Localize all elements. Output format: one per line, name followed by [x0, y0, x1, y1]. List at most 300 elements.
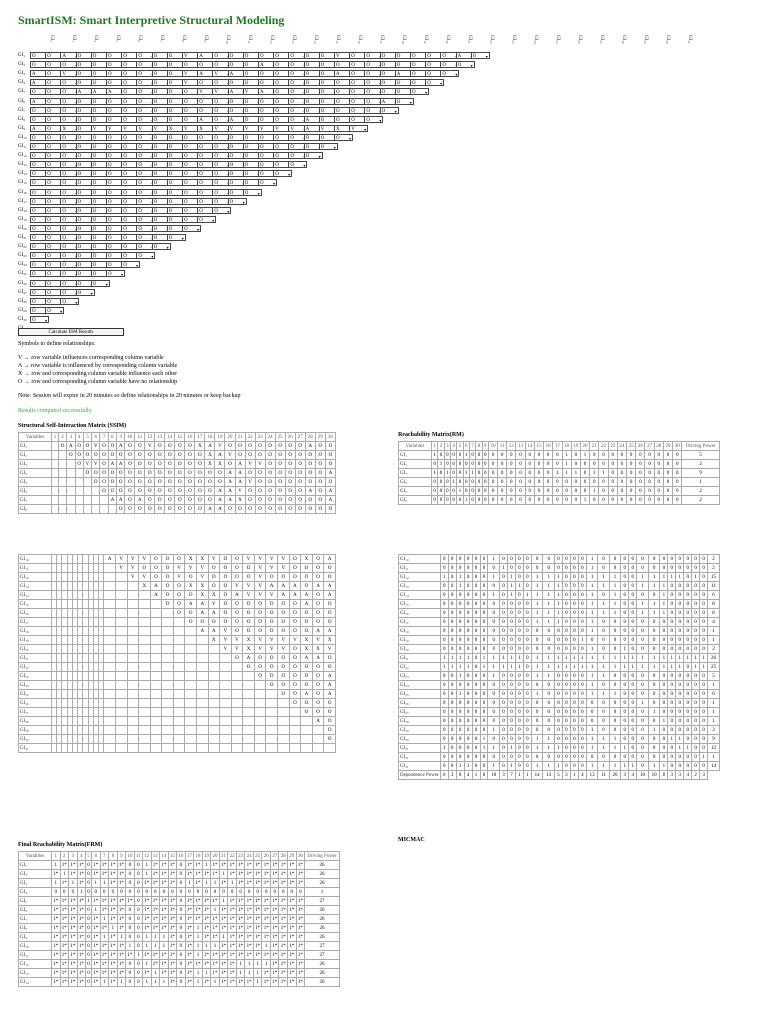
table-cell: 0	[648, 681, 660, 690]
select-value: O	[92, 172, 97, 178]
table-cell	[243, 726, 255, 735]
row-label: GI₄	[18, 80, 26, 86]
select-value: O	[336, 81, 340, 87]
row-label: GI₂₃	[18, 253, 27, 259]
driving-power-cell: 8	[708, 609, 720, 618]
relationship-select[interactable]	[380, 107, 399, 114]
table-cell	[185, 672, 197, 681]
relationship-select[interactable]	[334, 134, 353, 141]
table-cell: A	[108, 496, 116, 505]
table-cell: 0	[700, 618, 708, 627]
table-cell: 0	[464, 555, 472, 564]
relationship-select[interactable]	[228, 198, 247, 205]
relationship-select[interactable]	[106, 270, 125, 277]
table-cell: 0	[598, 753, 609, 762]
table-cell: 0	[448, 600, 456, 609]
table-cell: 0	[570, 699, 578, 708]
table-cell: A	[150, 591, 162, 600]
table-cell	[196, 681, 208, 690]
table-cell	[243, 690, 255, 699]
table-cell	[289, 717, 301, 726]
table-cell: 1	[609, 735, 621, 744]
relationship-select[interactable]	[425, 79, 444, 86]
table-cell: V	[208, 600, 220, 609]
select-value: O	[77, 145, 82, 150]
table-cell: O	[289, 699, 301, 708]
select-value: O	[32, 272, 36, 278]
table-cell	[243, 699, 255, 708]
select-value: O	[244, 145, 249, 150]
select-value: O	[32, 172, 36, 178]
table-cell	[150, 627, 162, 636]
table-cell: 1	[142, 861, 151, 870]
relationship-select[interactable]	[91, 280, 110, 287]
table-cell: 1	[488, 591, 500, 600]
select-value: V	[214, 126, 219, 132]
table-cell: 0	[684, 672, 692, 681]
select-value: O	[32, 117, 36, 123]
table-cell: 1	[531, 744, 543, 753]
table-cell: 1	[586, 663, 598, 672]
table-cell	[220, 663, 232, 672]
table-cell: O	[175, 460, 185, 469]
table-cell: 0	[500, 735, 508, 744]
row-label: GI₁₈	[18, 207, 27, 213]
table-header-cell: 27	[272, 853, 278, 859]
table-cell: 0	[458, 461, 462, 467]
relationship-select[interactable]	[304, 152, 323, 159]
table-cell: 0	[700, 672, 708, 681]
table-cell: O	[208, 564, 220, 573]
table-cell: 1*	[169, 970, 175, 976]
table-cell: 1	[562, 654, 570, 663]
select-value: O	[108, 226, 112, 232]
table-cell: 1*	[229, 862, 235, 868]
table-cell: 1	[456, 582, 464, 591]
table-cell: O	[208, 573, 220, 582]
table-cell: 0	[571, 451, 580, 460]
table-cell	[104, 690, 116, 699]
table-header-cell: 21	[221, 853, 227, 859]
table-cell: 1	[586, 744, 598, 753]
select-value: O	[320, 117, 325, 123]
table-row	[19, 708, 336, 717]
table-cell: O	[58, 442, 66, 451]
table-cell: 1	[194, 933, 203, 942]
table-cell: X	[301, 555, 313, 564]
table-cell: 0	[498, 469, 507, 478]
relationship-select[interactable]	[273, 170, 292, 177]
row-label: GI₃₁	[399, 744, 441, 753]
table-cell: 0	[663, 460, 672, 469]
table-row	[399, 744, 720, 753]
table-cell: O	[254, 600, 266, 609]
table-cell: 1	[456, 573, 464, 582]
table-cell: 0	[515, 744, 523, 753]
table-cell: 1*	[101, 961, 107, 967]
table-cell: 1	[151, 969, 160, 978]
row-label: GI₁₂	[18, 153, 27, 159]
table-cell: 1	[515, 582, 523, 591]
table-cell: V	[243, 555, 255, 564]
select-value: O	[123, 117, 127, 123]
select-value: O	[244, 81, 249, 87]
select-value: O	[184, 99, 188, 105]
table-cell: 1	[586, 573, 598, 582]
table-cell: O	[165, 460, 175, 469]
table-cell: 0	[543, 753, 555, 762]
select-value: O	[336, 135, 340, 141]
table-cell	[266, 690, 278, 699]
table-cell	[127, 708, 139, 717]
table-cell: 1*	[297, 898, 303, 904]
relationship-select[interactable]	[395, 98, 414, 105]
select-value: O	[184, 154, 188, 160]
table-cell: V	[139, 555, 151, 564]
table-cell: 1*	[238, 925, 244, 931]
table-cell: O	[243, 663, 255, 672]
calculate-ism-results-button[interactable]: Calculate ISM Results	[18, 328, 124, 336]
select-value: A	[62, 54, 67, 59]
table-cell: 1*	[93, 871, 99, 877]
table-cell: V	[196, 573, 208, 582]
select-value: O	[153, 135, 158, 141]
table-cell: 0	[134, 906, 142, 915]
table-row	[399, 451, 720, 460]
relationship-select[interactable]	[197, 216, 216, 223]
table-cell: 0	[668, 762, 676, 771]
table-cell: 0	[296, 888, 305, 897]
reachability-matrix-table	[398, 441, 720, 505]
select-value: O	[214, 145, 219, 150]
table-cell: 0	[480, 699, 488, 708]
table-cell: 0	[629, 735, 637, 744]
table-cell: 1*	[280, 862, 286, 868]
table-cell: 0	[523, 690, 531, 699]
table-cell: 1*	[255, 862, 261, 868]
table-cell: O	[162, 582, 174, 591]
table-header-cell: 17	[186, 853, 192, 859]
select-value: O	[366, 117, 371, 123]
table-cell: 0	[570, 735, 578, 744]
select-value: O	[123, 172, 127, 178]
table-cell: 1	[440, 744, 448, 753]
table-cell: 1	[586, 654, 598, 663]
table-cell: 0	[448, 555, 456, 564]
table-cell: 1	[609, 582, 621, 591]
table-row	[399, 469, 720, 478]
driving-power-cell: 1	[708, 699, 720, 708]
table-cell: 0	[515, 699, 523, 708]
driving-power-cell: 27	[305, 951, 340, 960]
table-cell	[266, 699, 278, 708]
table-cell: 0	[598, 591, 609, 600]
table-cell: 0	[480, 618, 488, 627]
table-cell	[278, 717, 290, 726]
table-cell: 0	[480, 609, 488, 618]
select-value: O	[123, 254, 127, 260]
select-value: O	[199, 145, 203, 150]
table-cell: 0	[126, 861, 135, 870]
table-cell: 0	[448, 618, 456, 627]
table-cell	[231, 663, 243, 672]
table-cell: V	[266, 636, 278, 645]
table-cell: O	[231, 618, 243, 627]
select-value: O	[305, 154, 310, 160]
table-cell: 0	[570, 627, 578, 636]
table-cell: O	[117, 478, 125, 487]
select-value: O	[336, 108, 340, 114]
table-cell: 0	[471, 488, 474, 494]
table-cell: 0	[676, 600, 684, 609]
relationship-select[interactable]	[60, 298, 79, 305]
table-cell: 0	[500, 690, 508, 699]
row-label: GI₂₉	[399, 726, 441, 735]
table-cell: 1*	[255, 925, 261, 931]
table-cell: 0	[480, 573, 488, 582]
relationship-select[interactable]	[319, 143, 338, 150]
select-value: O	[123, 99, 127, 105]
relationship-select[interactable]	[258, 179, 277, 186]
table-row	[19, 942, 340, 951]
table-header-cell: 5	[87, 853, 90, 859]
select-value: O	[320, 99, 325, 105]
chevron-down-icon: ▾	[166, 245, 169, 251]
table-cell	[185, 636, 197, 645]
chevron-down-icon: ▾	[105, 281, 108, 287]
table-header-cell: 28	[305, 433, 315, 442]
relationship-select[interactable]	[349, 125, 368, 132]
table-row	[19, 699, 336, 708]
table-cell: O	[278, 573, 290, 582]
table-cell: 0	[684, 726, 692, 735]
table-cell: 1*	[272, 880, 278, 886]
select-value: O	[320, 54, 325, 59]
row-label: GI₅	[19, 897, 52, 906]
select-value: V	[275, 126, 279, 132]
table-cell	[139, 699, 151, 708]
table-cell	[150, 681, 162, 690]
table-cell: 0	[660, 708, 668, 717]
table-cell: 0	[465, 461, 468, 467]
table-cell: 1	[586, 762, 598, 771]
dependence-cell: 3	[448, 771, 456, 780]
select-value: O	[366, 72, 371, 78]
select-value: V	[214, 90, 219, 96]
table-header-cell: 20	[580, 442, 589, 451]
select-value: O	[62, 90, 67, 96]
table-cell: 1	[100, 978, 109, 987]
row-label: GI₁₀	[19, 942, 52, 951]
table-cell: 1	[456, 654, 464, 663]
table-cell: 1	[262, 960, 271, 969]
table-cell: 0	[515, 690, 523, 699]
relationship-select[interactable]	[440, 70, 459, 77]
table-cell: 1	[202, 879, 211, 888]
select-value: O	[47, 299, 51, 305]
table-cell: 0	[668, 627, 676, 636]
relationship-select[interactable]	[456, 61, 475, 68]
select-value: O	[214, 108, 219, 114]
table-cell: 0	[202, 888, 211, 897]
table-cell	[67, 496, 75, 505]
table-cell: 1	[555, 582, 563, 591]
table-cell: 1	[586, 600, 598, 609]
table-cell	[220, 690, 232, 699]
table-cell: 0	[636, 451, 645, 460]
table-cell: 0	[91, 888, 100, 897]
table-cell: 1	[692, 654, 700, 663]
table-cell	[115, 681, 127, 690]
table-cell: 1	[660, 654, 668, 663]
table-cell: 1*	[152, 925, 158, 931]
table-cell: 0	[660, 555, 668, 564]
table-cell: 0	[440, 609, 448, 618]
relationship-select[interactable]	[152, 243, 171, 250]
table-header-cell: 18	[205, 433, 215, 442]
select-value: O	[77, 154, 82, 160]
table-cell: 0	[452, 470, 455, 476]
table-cell: 1	[555, 762, 563, 771]
table-cell: 1	[580, 451, 589, 460]
table-cell: 0	[578, 681, 586, 690]
row-label: GI₃₀	[399, 735, 441, 744]
table-cell	[127, 618, 139, 627]
table-cell: 0	[673, 496, 682, 505]
table-cell	[162, 708, 174, 717]
relationship-select[interactable]	[30, 316, 49, 323]
row-label: GI₁₇	[399, 618, 441, 627]
table-cell	[115, 735, 127, 744]
table-cell	[150, 636, 162, 645]
table-cell: 0	[609, 564, 621, 573]
table-cell: 1	[648, 600, 660, 609]
select-value: O	[123, 217, 127, 223]
relationship-select[interactable]	[76, 289, 95, 296]
table-cell: 0	[660, 744, 668, 753]
table-cell: O	[225, 442, 235, 451]
relationship-select[interactable]	[45, 307, 64, 314]
table-cell	[278, 744, 290, 753]
table-cell: 1*	[70, 898, 76, 904]
relationship-select[interactable]	[212, 207, 231, 214]
relationship-select[interactable]	[471, 52, 490, 59]
select-value: O	[184, 181, 188, 187]
select-value: O	[427, 81, 431, 87]
table-cell	[185, 681, 197, 690]
dependence-cell: 3	[562, 771, 570, 780]
relationship-select[interactable]	[410, 88, 429, 95]
table-cell	[196, 717, 208, 726]
table-cell: 1*	[186, 898, 192, 904]
table-cell: O	[324, 618, 336, 627]
driving-power-cell: 27	[305, 942, 340, 951]
table-cell: 0	[525, 478, 534, 487]
table-cell: O	[254, 618, 266, 627]
table-cell	[150, 726, 162, 735]
relationship-select[interactable]	[364, 116, 383, 123]
table-cell: V	[245, 460, 255, 469]
table-cell: 0	[531, 681, 543, 690]
driving-power-cell: 1	[708, 627, 720, 636]
table-cell: 0	[570, 753, 578, 762]
dependence-cell: 4	[578, 771, 586, 780]
relationship-select[interactable]	[182, 225, 201, 232]
table-cell: 0	[629, 609, 637, 618]
table-cell: 1*	[263, 907, 269, 913]
table-cell: 0	[627, 496, 636, 505]
table-cell: 0	[570, 636, 578, 645]
table-cell: O	[165, 478, 175, 487]
table-cell: 1*	[169, 934, 175, 940]
chevron-down-icon: ▾	[136, 263, 139, 269]
relationship-select[interactable]	[121, 261, 140, 268]
table-cell: 0	[543, 555, 555, 564]
table-cell: O	[266, 681, 278, 690]
table-cell: 0	[578, 672, 586, 681]
table-cell: 1	[621, 654, 629, 663]
table-cell: 0	[523, 744, 531, 753]
table-cell: O	[100, 442, 108, 451]
row-label: GI₂₆	[399, 699, 441, 708]
select-value: O	[77, 172, 82, 178]
table-cell: 0	[507, 753, 515, 762]
select-value: O	[336, 90, 340, 96]
table-cell: A	[312, 654, 324, 663]
table-cell: O	[266, 663, 278, 672]
table-cell: 0	[456, 699, 464, 708]
table-header-cell: 21	[590, 442, 599, 451]
table-cell: 0	[498, 487, 507, 496]
table-cell: 0	[692, 717, 700, 726]
table-cell	[100, 496, 108, 505]
select-value: O	[32, 317, 36, 323]
select-value: V	[62, 72, 67, 78]
table-cell: 0	[464, 690, 472, 699]
table-cell: 1*	[280, 871, 286, 877]
table-cell: O	[215, 478, 225, 487]
driving-power-cell: 8	[708, 600, 720, 609]
table-cell: 1	[586, 609, 598, 618]
relationship-select[interactable]	[243, 189, 262, 196]
table-cell: 0	[590, 451, 599, 460]
table-cell: 0	[488, 681, 500, 690]
table-cell	[150, 600, 162, 609]
table-cell: 0	[126, 888, 135, 897]
table-header-cell: Variables	[19, 433, 52, 442]
table-cell: 1*	[280, 952, 286, 958]
table-cell: A	[135, 496, 145, 505]
select-value: O	[77, 81, 82, 87]
table-header-cell: 18	[195, 853, 201, 859]
table-cell: 1	[684, 744, 692, 753]
table-cell: 1*	[289, 880, 295, 886]
table-cell: 0	[676, 645, 684, 654]
select-value: O	[77, 63, 82, 69]
table-cell: O	[135, 478, 145, 487]
table-cell: 1*	[186, 952, 192, 958]
table-cell: A	[235, 478, 245, 487]
table-cell: 0	[480, 636, 488, 645]
relationship-select[interactable]	[136, 252, 155, 259]
relationship-select[interactable]	[288, 161, 307, 168]
select-value: V	[290, 126, 295, 132]
table-cell: 0	[629, 699, 637, 708]
relationship-select[interactable]	[167, 234, 186, 241]
table-cell	[208, 717, 220, 726]
select-value: O	[47, 272, 51, 278]
table-cell: 1*	[221, 961, 227, 967]
